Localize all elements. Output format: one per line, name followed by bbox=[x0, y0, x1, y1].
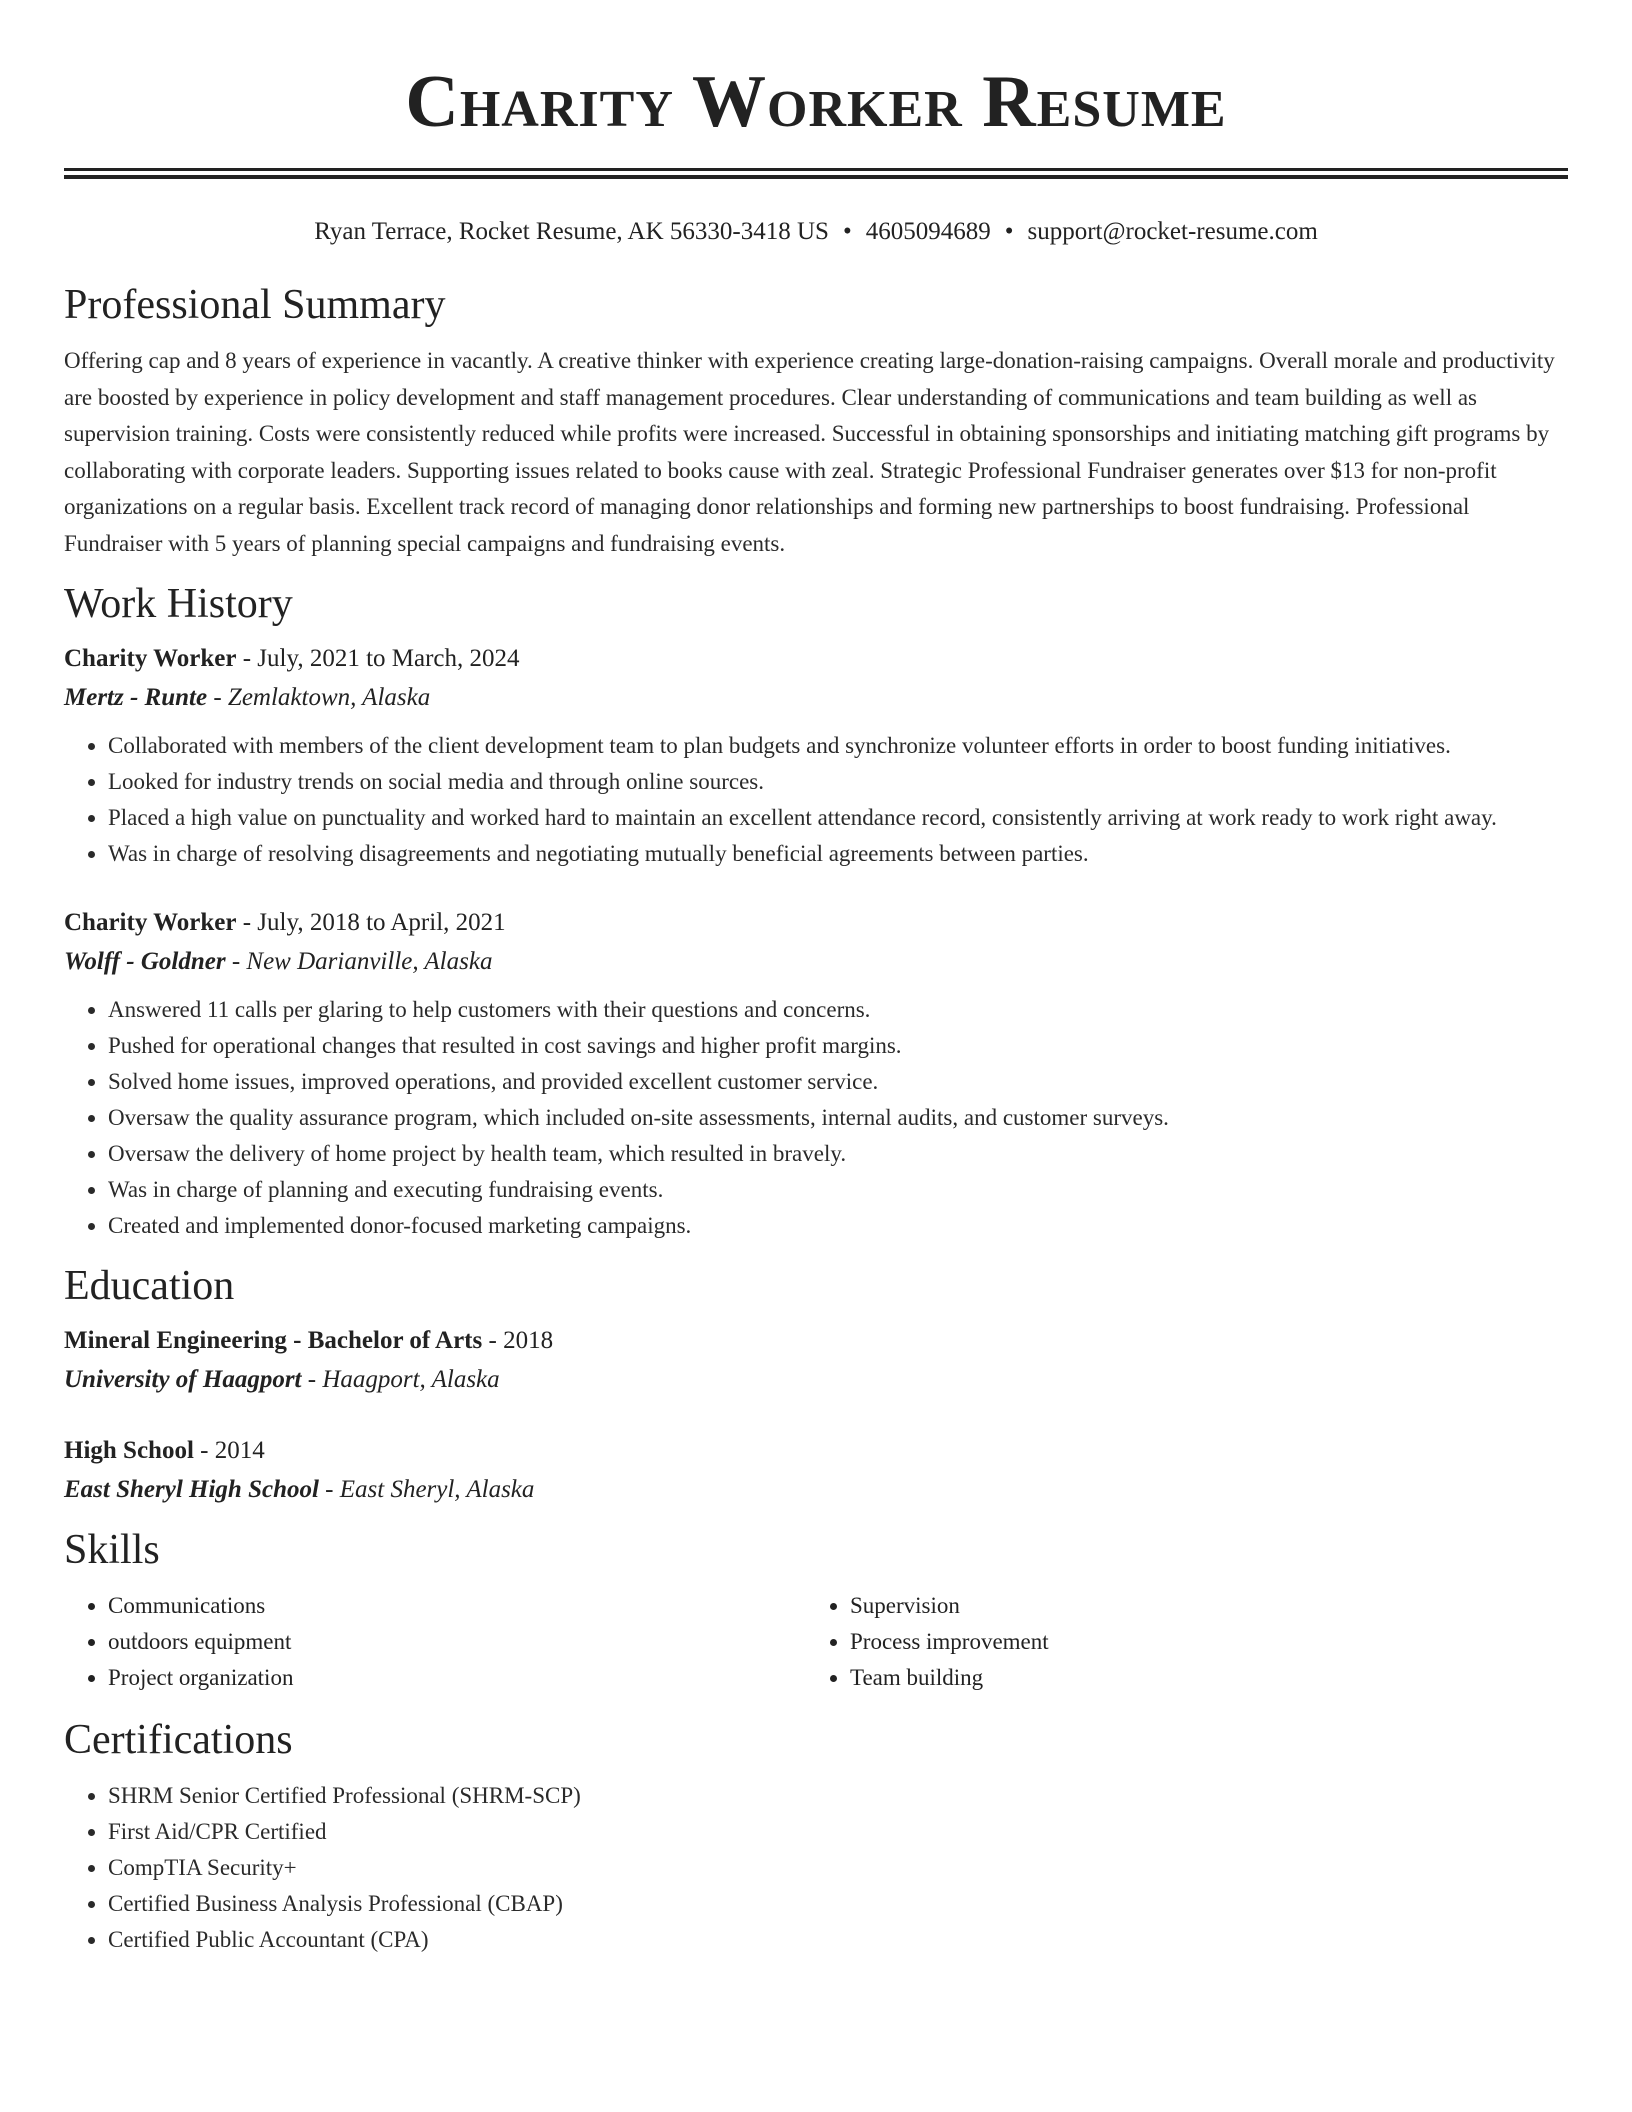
contact-separator: • bbox=[842, 218, 852, 245]
list-item: • Collaborated with members of the client development team to plan budgets and synchronize volunteer efforts in order to boost funding initiatives. bbox=[108, 728, 1568, 764]
job-company: Mertz - Runte bbox=[64, 684, 208, 711]
job-entry bbox=[64, 640, 1568, 872]
degree-year: - 2014 bbox=[193, 1437, 265, 1464]
list-item: • Placed a high value on punctuality and worked hard to maintain an excellent attendance record, consistently arriving at work ready to work right away. bbox=[108, 800, 1568, 836]
certification-item: • Certified Public Accountant (CPA) bbox=[108, 1922, 1568, 1958]
title-divider bbox=[64, 168, 1568, 179]
list-item: • Looked for industry trends on social media and through online sources. bbox=[108, 764, 1568, 800]
list-item: • Created and implemented donor-focused marketing campaigns. bbox=[108, 1208, 1568, 1244]
skills-column-left bbox=[64, 1588, 806, 1696]
skills-column-right bbox=[806, 1588, 1548, 1696]
job-duties bbox=[64, 728, 1568, 872]
job-employer bbox=[64, 942, 1568, 982]
degree-name: Mineral Engineering - Bachelor of Arts bbox=[64, 1327, 483, 1354]
job-title: Charity Worker bbox=[64, 645, 237, 672]
degree-line bbox=[64, 1432, 1568, 1470]
list-item: • Oversaw the delivery of home project by health team, which resulted in bravely. bbox=[108, 1136, 1568, 1172]
contact-line bbox=[64, 215, 1568, 249]
job-dates: - July, 2018 to April, 2021 bbox=[236, 909, 506, 936]
skill-item: • outdoors equipment bbox=[108, 1624, 806, 1660]
job-dates: - July, 2021 to March, 2024 bbox=[236, 645, 520, 672]
education-entry bbox=[64, 1432, 1568, 1510]
work-history-heading: Work History bbox=[64, 581, 293, 627]
skill-item: • Project organization bbox=[108, 1660, 806, 1696]
skill-item: • Communications bbox=[108, 1588, 806, 1624]
job-title: Charity Worker bbox=[64, 909, 237, 936]
list-item: • Solved home issues, improved operations, and provided excellent customer service. bbox=[108, 1064, 1568, 1100]
list-item: • Was in charge of resolving disagreements and negotiating mutually beneficial agreements between parties. bbox=[108, 836, 1568, 872]
job-duties bbox=[64, 992, 1568, 1244]
certification-item: • Certified Business Analysis Professional (CBAP) bbox=[108, 1886, 1568, 1922]
summary-heading: Professional Summary bbox=[64, 282, 446, 328]
skill-item: • Supervision bbox=[850, 1588, 1548, 1624]
contact-separator: • bbox=[1004, 218, 1014, 245]
job-location: - New Darianville, Alaska bbox=[225, 948, 493, 975]
degree-name: High School bbox=[64, 1437, 194, 1464]
skills-heading: Skills bbox=[64, 1527, 160, 1573]
school-name: University of Haagport bbox=[64, 1366, 302, 1393]
school-name: East Sheryl High School bbox=[64, 1476, 319, 1503]
skill-item: • Team building bbox=[850, 1660, 1548, 1696]
certification-item: • CompTIA Security+ bbox=[108, 1850, 1568, 1886]
job-employer bbox=[64, 678, 1568, 718]
job-header bbox=[64, 640, 1568, 678]
contact-address: Ryan Terrace, Rocket Resume, AK 56330-3418 US bbox=[314, 218, 829, 245]
education-entry bbox=[64, 1322, 1568, 1400]
skill-item: • Process improvement bbox=[850, 1624, 1548, 1660]
school-line bbox=[64, 1360, 1568, 1400]
job-company: Wolff - Goldner bbox=[64, 948, 226, 975]
skills-grid bbox=[64, 1588, 1568, 1696]
list-item: • Oversaw the quality assurance program, which included on-site assessments, internal audits, and customer surveys. bbox=[108, 1100, 1568, 1136]
certification-item: • First Aid/CPR Certified bbox=[108, 1814, 1568, 1850]
certifications-list bbox=[64, 1778, 1568, 1958]
certification-item: • SHRM Senior Certified Professional (SHRM-SCP) bbox=[108, 1778, 1568, 1814]
school-location: - Haagport, Alaska bbox=[301, 1366, 500, 1393]
school-location: - East Sheryl, Alaska bbox=[318, 1476, 535, 1503]
job-entry bbox=[64, 904, 1568, 1244]
degree-line bbox=[64, 1322, 1568, 1360]
summary-text: Offering cap and 8 years of experience in vacantly. A creative thinker with experience creating large-donation-raising campaigns. Overall morale and productivity are boosted by experience in policy development and staff management procedures. Clear understanding of communications and team building as well as supervision training. Costs were consistently reduced while profits were increased. Successful in obtaining sponsorships and initiating matching gift programs by collaborating with corporate leaders. Supporting issues related to books cause with zeal. Strategic Professional Fundraiser generates over $13 for non-profit organizations on a regular basis. Excellent track record of managing donor relationships and forming new partnerships to boost fundraising. Professional Fundraiser with 5 years of planning special campaigns and fundraising events. bbox=[64, 348, 1555, 556]
list-item: • Was in charge of planning and executing fundraising events. bbox=[108, 1172, 1568, 1208]
list-item: • Answered 11 calls per glaring to help customers with their questions and concerns. bbox=[108, 992, 1568, 1028]
contact-email: support@rocket-resume.com bbox=[1027, 218, 1318, 245]
job-location: - Zemlaktown, Alaska bbox=[207, 684, 431, 711]
education-heading: Education bbox=[64, 1263, 235, 1309]
degree-year: - 2018 bbox=[482, 1327, 554, 1354]
contact-phone: 4605094689 bbox=[865, 218, 991, 245]
certifications-heading: Certifications bbox=[64, 1717, 293, 1763]
page-title: Charity Worker Resume bbox=[405, 61, 1227, 143]
job-header bbox=[64, 904, 1568, 942]
school-line bbox=[64, 1470, 1568, 1510]
list-item: • Pushed for operational changes that resulted in cost savings and higher profit margins. bbox=[108, 1028, 1568, 1064]
